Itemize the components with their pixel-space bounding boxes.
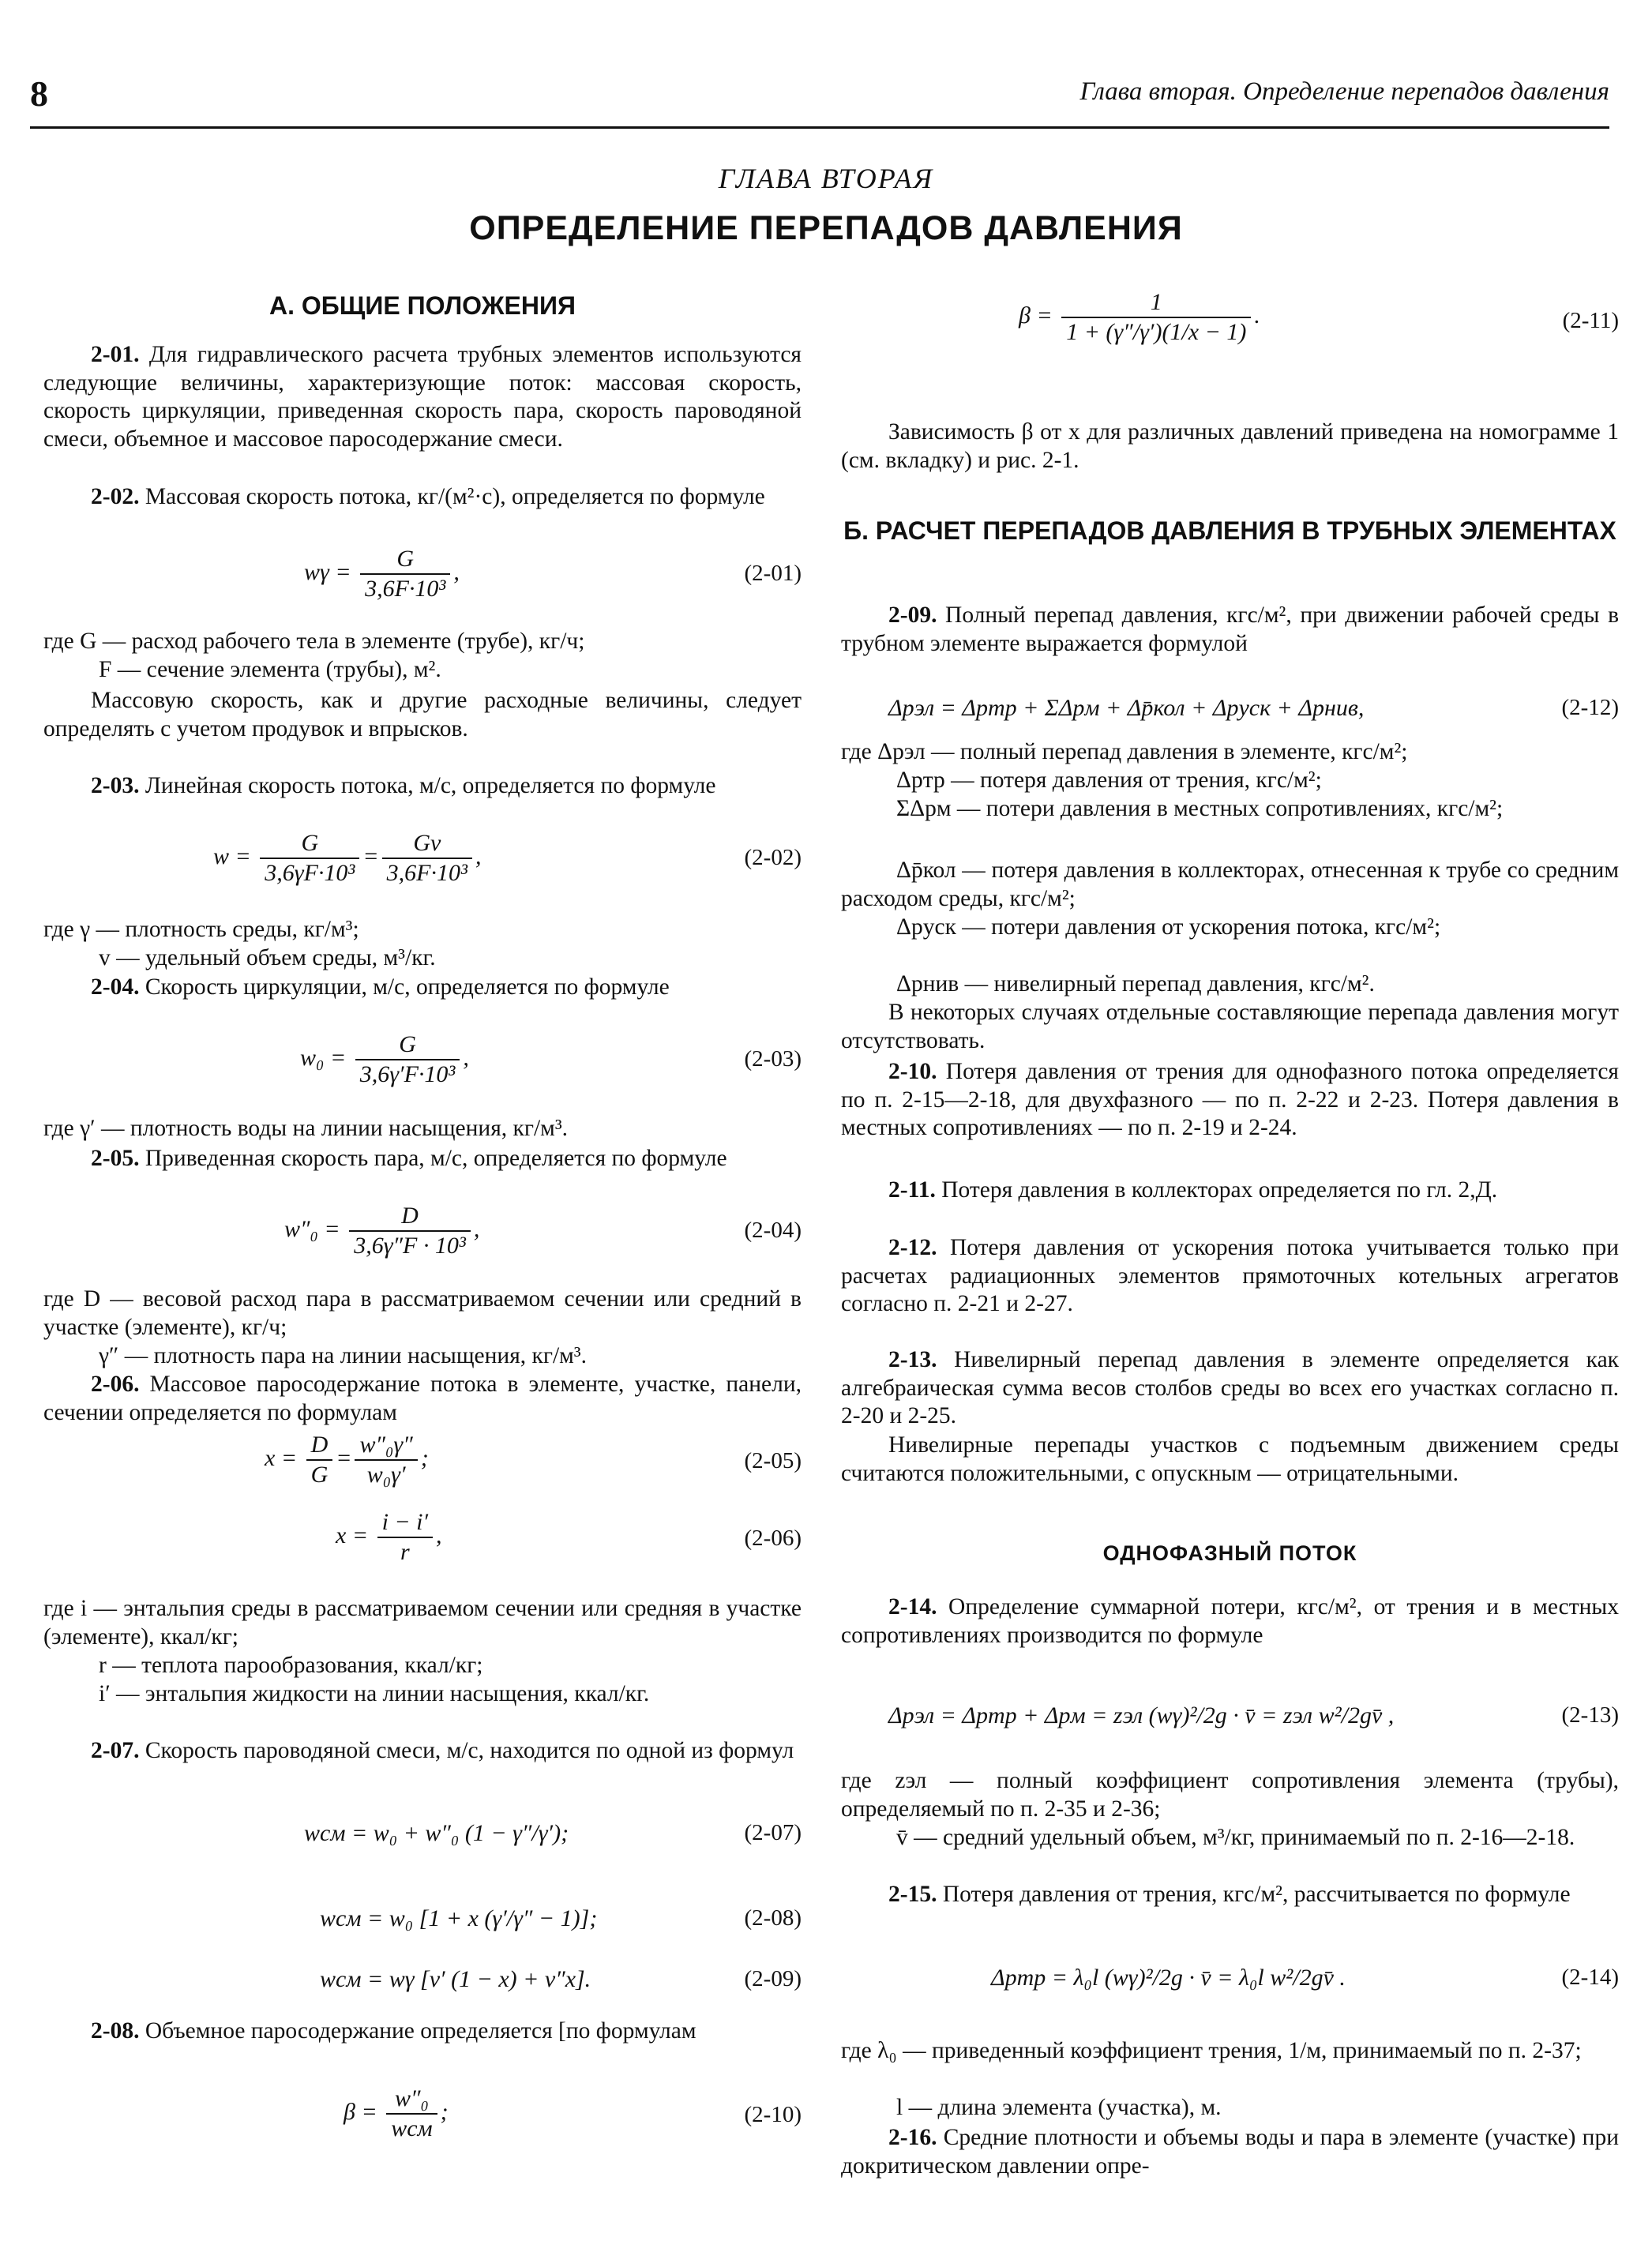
denominator: 3,6γ′F·10³ bbox=[355, 1059, 460, 1089]
numerator: G bbox=[399, 1031, 416, 1057]
paragraph-2-01 bbox=[43, 341, 802, 453]
where-2-12-f: Δpнив — нивелирный перепад давления, кгс/м². bbox=[896, 971, 1375, 997]
where-2-01-b: F — сечение элемента (трубы), м². bbox=[99, 657, 441, 682]
formula-number: (2-13) bbox=[1561, 1702, 1619, 1728]
paragraph-2-13 bbox=[841, 1346, 1619, 1431]
equals-sign: = bbox=[336, 1444, 352, 1471]
formula-number: (2-09) bbox=[744, 1966, 802, 1991]
paragraph-2-10 bbox=[841, 1058, 1619, 1143]
formula-2-14 bbox=[841, 1958, 1619, 2014]
para-number: 2-14. bbox=[888, 1594, 937, 1620]
where-2-13-b: v̄ — средний удельный объем, м³/кг, принимаемый по п. 2-16—2-18. bbox=[896, 1825, 1575, 1850]
formula-expression: Δpэл = Δpтр + Δpм = zэл (wγ)²/2g · v̄ = zэл w²/2gv̄ , bbox=[888, 1702, 1395, 1728]
where-2-04-b: γ″ — плотность пара на линии насыщения, кг/м³. bbox=[99, 1343, 588, 1368]
where-2-02-b: v — удельный объем среды, м³/кг. bbox=[99, 945, 436, 970]
paragraph-2-05 bbox=[43, 1145, 802, 1173]
punct: , bbox=[436, 1522, 442, 1548]
where-2-03: где γ′ — плотность воды на линии насыщения, кг/м³. bbox=[43, 1116, 569, 1141]
para-number: 2-10. bbox=[888, 1059, 937, 1084]
formula-expression bbox=[1019, 288, 1260, 347]
formula-2-05 bbox=[43, 1431, 802, 1486]
para-number: 2-04. bbox=[91, 974, 140, 1000]
formula-expression: wγ = $\frac{G}{\text{3,6F·10³}}$ , bbox=[304, 546, 460, 602]
para-text: Определение суммарной потери, кгс/м², от трения и в местных сопротивлениях производится по формуле bbox=[841, 1594, 1619, 1648]
where-2-12-b: Δpтр — потеря давления от трения, кгс/м²; bbox=[896, 768, 1322, 793]
section-b-heading: Б. РАСЧЕТ ПЕРЕПАДОВ ДАВЛЕНИЯ В ТРУБНЫХ ЭЛЕМЕНТАХ bbox=[843, 516, 1616, 545]
para-number: 2-05. bbox=[91, 1146, 140, 1171]
para-number: 2-07. bbox=[91, 1738, 140, 1763]
formula-expression: Δpтр = λ₀l (wγ)²/2g · v̄ = λ₀l w²/2gv̄ . bbox=[991, 1965, 1346, 1991]
formula-expression: w₀ = $\frac{G}{\text{3,6γ′F·10³}}$ , bbox=[300, 1031, 469, 1087]
formula-lhs: w₀ = bbox=[300, 1044, 347, 1071]
para-text: Полный перепад давления, кгс/м², при движении рабочей среды в трубном элементе выражается формулой bbox=[841, 602, 1619, 656]
denominator: 3,6F·10³ bbox=[382, 858, 472, 888]
denominator: 1 + (γ″/γ′)(1/x − 1) bbox=[1061, 317, 1251, 347]
chapter-title: ОПРЕДЕЛЕНИЕ ПЕРЕПАДОВ ДАВЛЕНИЯ bbox=[469, 209, 1183, 247]
formula-number: (2-12) bbox=[1561, 695, 1619, 720]
paragraph-2-02 bbox=[43, 483, 802, 512]
paragraph-2-14 bbox=[841, 1593, 1619, 1650]
formula-number: (2-01) bbox=[744, 561, 802, 586]
formula-number: (2-05) bbox=[744, 1448, 802, 1473]
formula-expression bbox=[265, 1431, 429, 1489]
formula-number: (2-06) bbox=[744, 1526, 802, 1551]
paragraph-2-06 bbox=[43, 1371, 802, 1427]
para-number: 2-15. bbox=[888, 1882, 937, 1907]
formula-lhs: w″₀ = bbox=[284, 1215, 340, 1242]
para-number: 2-08. bbox=[91, 2018, 140, 2044]
formula-lhs: β = bbox=[1019, 302, 1053, 328]
formula-2-02 bbox=[43, 829, 802, 884]
paragraph-2-16 bbox=[841, 2124, 1619, 2180]
paragraph-dependence: Зависимость β от x для различных давлений приведена на номограмме 1 (см. вкладку) и рис. 2-1. bbox=[841, 419, 1619, 473]
punct: ; bbox=[440, 2098, 449, 2125]
where-2-12: где Δpэл — полный перепад давления в элементе, кгс/м²; bbox=[841, 739, 1408, 764]
formula-2-06 bbox=[43, 1508, 802, 1563]
paragraph-2-15 bbox=[841, 1881, 1619, 1909]
where-2-12-c: ΣΔpм — потери давления в местных сопротивлениях, кгс/м²; bbox=[896, 796, 1504, 821]
para-text: Объемное паросодержание определяется [по формулам bbox=[139, 2018, 696, 2044]
section-single-phase-heading: ОДНОФАЗНЫЙ ПОТОК bbox=[1102, 1541, 1357, 1565]
header-rule bbox=[30, 126, 1609, 129]
numerator: G bbox=[396, 546, 415, 572]
para-number: 2-13. bbox=[888, 1347, 937, 1372]
where-2-06-c: i′ — энтальпия жидкости на линии насыщения, ккал/кг. bbox=[99, 1681, 650, 1706]
where-2-14-b: l — длина элемента (участка), м. bbox=[896, 2095, 1222, 2120]
formula-expression: wсм = w₀ + w″₀ (1 − γ″/γ′); bbox=[304, 1820, 569, 1846]
para-text: Потеря давления от трения для однофазного потока определяется по п. 2-15—2-18, для двухфазного — по п. 2-22 и 2-23. Потеря давления в местных сопротивлениях — по п. 2-19 и 2-24. bbox=[841, 1059, 1619, 1140]
formula-lhs: x = bbox=[265, 1444, 298, 1471]
formula-number: (2-03) bbox=[744, 1046, 802, 1072]
formula-expression: wсм = w₀ [1 + x (γ′/γ″ − 1)]; bbox=[320, 1905, 598, 1931]
para-text: Приведенная скорость пара, м/с, определяется по формуле bbox=[139, 1146, 727, 1171]
formula-lhs: x = bbox=[336, 1522, 369, 1548]
formula-2-03 bbox=[43, 1030, 802, 1086]
numerator: w″₀γ″ bbox=[359, 1432, 413, 1458]
denominator: w₀γ′ bbox=[355, 1459, 417, 1489]
paragraph-2-12 bbox=[841, 1234, 1619, 1319]
formula-lhs: β = bbox=[344, 2098, 377, 2125]
formula-expression bbox=[336, 1508, 442, 1567]
para-text: Массовое паросодержание потока в элементе, участке, панели, сечении определяется по формулам bbox=[43, 1372, 802, 1425]
para-text: Потеря давления от трения, кгс/м², рассчитывается по формуле bbox=[937, 1882, 1571, 1907]
numerator: w″₀ bbox=[394, 2085, 429, 2111]
para-text: Нивелирный перепад давления в элементе определяется как алгебраическая сумма весов столбов среды во всех его участках согласно п. 2-20 и 2-25. bbox=[841, 1347, 1619, 1428]
paragraph-2-09 bbox=[841, 602, 1619, 658]
where-2-02: где γ — плотность среды, кг/м³; bbox=[43, 917, 359, 942]
para-number: 2-09. bbox=[888, 602, 937, 628]
para-number: 2-06. bbox=[91, 1372, 140, 1397]
formula-number: (2-08) bbox=[744, 1905, 802, 1931]
formula-2-10 bbox=[43, 2085, 802, 2140]
where-2-12-e: Δpуск — потери давления от ускорения потока, кгс/м²; bbox=[896, 914, 1441, 940]
formula-number: (2-07) bbox=[744, 1820, 802, 1845]
formula-expression: w = $\frac{G}{\text{3,6γF·10³}}$ = $\frac{Gv}{\text{3,6F·10³}}$ , bbox=[213, 830, 482, 886]
formula-2-08 bbox=[43, 1897, 802, 1953]
para-number: 2-11. bbox=[888, 1177, 936, 1203]
para-text: Массовая скорость потока, кг/(м²·с), определяется по формуле bbox=[139, 484, 765, 509]
where-2-06: где i — энтальпия среды в рассматриваемом сечении или средняя в участке (элементе), ккал/кг; bbox=[43, 1596, 802, 1650]
formula-2-07 bbox=[43, 1812, 802, 1867]
para-number: 2-12. bbox=[888, 1235, 937, 1260]
para-number: 2-02. bbox=[91, 484, 140, 509]
para-number: 2-03. bbox=[91, 773, 140, 798]
formula-2-09 bbox=[43, 1966, 802, 2021]
formula-expression: wсм = wγ [v′ (1 − x) + v″x]. bbox=[320, 1966, 591, 1992]
punct: . bbox=[1254, 302, 1260, 328]
running-title: Глава вторая. Определение перепадов давления bbox=[1079, 77, 1609, 106]
para-text: Средние плотности и объемы воды и пара в элементе (участке) при докритическом давлении опре- bbox=[841, 2125, 1619, 2179]
denominator: G bbox=[306, 1459, 333, 1489]
numerator: i − i′ bbox=[381, 1509, 429, 1535]
formula-number: (2-10) bbox=[744, 2102, 802, 2127]
numerator: D bbox=[310, 1432, 329, 1458]
para-text: Линейная скорость потока, м/с, определяется по формуле bbox=[139, 773, 716, 798]
denominator: r bbox=[377, 1537, 433, 1567]
formula-2-04 bbox=[43, 1202, 802, 1257]
para-text: Потеря давления от ускорения потока учитывается только при расчетах радиационных элементов прямоточных котельных агрегатов согласно п. 2-21 и 2-27. bbox=[841, 1235, 1619, 1316]
denominator: wсм bbox=[386, 2113, 437, 2143]
numerator: G bbox=[301, 830, 319, 856]
formula-2-01 bbox=[43, 545, 802, 600]
para-text: Скорость пароводяной смеси, м/с, находится по одной из формул bbox=[139, 1738, 794, 1763]
formula-lhs: wγ = bbox=[304, 558, 351, 585]
paragraph-niv: Нивелирные перепады участков с подъемным движением среды считаются положительными, с опускным — отрицательными. bbox=[841, 1432, 1619, 1486]
where-2-01: где G — расход рабочего тела в элементе (трубе), кг/ч; bbox=[43, 629, 585, 654]
formula-expression bbox=[344, 2085, 449, 2143]
punct: ; bbox=[420, 1444, 429, 1471]
numerator: Gv bbox=[413, 830, 441, 856]
where-2-06-b: r — теплота парообразования, ккал/кг; bbox=[99, 1653, 483, 1678]
formula-number: (2-14) bbox=[1561, 1965, 1619, 1990]
para-number: 2-01. bbox=[91, 342, 140, 367]
page-number: 8 bbox=[30, 73, 48, 114]
running-header bbox=[30, 73, 1609, 128]
formula-lhs: w = bbox=[213, 843, 251, 869]
denominator: 3,6F·10³ bbox=[360, 573, 450, 603]
section-a-heading: А. ОБЩИЕ ПОЛОЖЕНИЯ bbox=[268, 291, 576, 320]
where-2-12-d: Δp̄кол — потеря давления в коллекторах, отнесенная к трубе со средним расходом среды, кгс/м²; bbox=[841, 858, 1619, 911]
denominator: 3,6γ″F · 10³ bbox=[349, 1230, 471, 1260]
where-2-04: где D — весовой расход пара в рассматриваемом сечении или средний в участке (элементе), кг/ч; bbox=[43, 1286, 802, 1340]
denominator: 3,6γF·10³ bbox=[260, 858, 359, 888]
paragraph-2-11 bbox=[841, 1177, 1619, 1205]
formula-expression: Δpэл = Δpтр + ΣΔpм + Δp̄кол + Δpуск + Δpнив, bbox=[888, 695, 1365, 721]
formula-number: (2-04) bbox=[744, 1218, 802, 1243]
formula-expression: w″₀ = $\frac{D}{\text{3,6γ″F · 10³}}$ , bbox=[284, 1203, 480, 1259]
paragraph-cases: В некоторых случаях отдельные составляющие перепада давления могут отсутствовать. bbox=[841, 1000, 1619, 1053]
paragraph-2-07 bbox=[43, 1737, 802, 1766]
paragraph-2-03 bbox=[43, 772, 802, 801]
where-2-13: где zэл — полный коэффициент сопротивления элемента (трубы), определяемый по п. 2-35 и 2-36; bbox=[841, 1768, 1619, 1822]
equals-sign: = bbox=[362, 843, 379, 869]
chapter-label: ГЛАВА ВТОРАЯ bbox=[718, 163, 934, 194]
numerator: D bbox=[401, 1203, 419, 1229]
para-text: Потеря давления в коллекторах определяется по гл. 2,Д. bbox=[935, 1177, 1498, 1203]
paragraph-mass-velocity: Массовую скорость, как и другие расходные величины, следует определять с учетом продувок и впрысков. bbox=[43, 688, 802, 741]
formula-2-13 bbox=[841, 1696, 1619, 1751]
paragraph-2-08 bbox=[43, 2017, 802, 2046]
where-2-14: где λ₀ — приведенный коэффициент трения, 1/м, принимаемый по п. 2-37; bbox=[841, 2038, 1582, 2063]
formula-number: (2-02) bbox=[744, 845, 802, 870]
para-number: 2-16. bbox=[888, 2125, 937, 2150]
formula-2-11 bbox=[841, 288, 1619, 375]
numerator: 1 bbox=[1150, 289, 1162, 315]
formula-number: (2-11) bbox=[1562, 308, 1619, 333]
para-text: Для гидравлического расчета трубных элементов используются следующие величины, характеризующие поток: массовая скорость, скорость циркуляции, приведенная скорость пара, скорость пароводяной смеси, объемное и массовое паросодержание смеси. bbox=[43, 342, 802, 452]
paragraph-2-04 bbox=[43, 974, 802, 1002]
para-text: Скорость циркуляции, м/с, определяется по формуле bbox=[139, 974, 670, 1000]
